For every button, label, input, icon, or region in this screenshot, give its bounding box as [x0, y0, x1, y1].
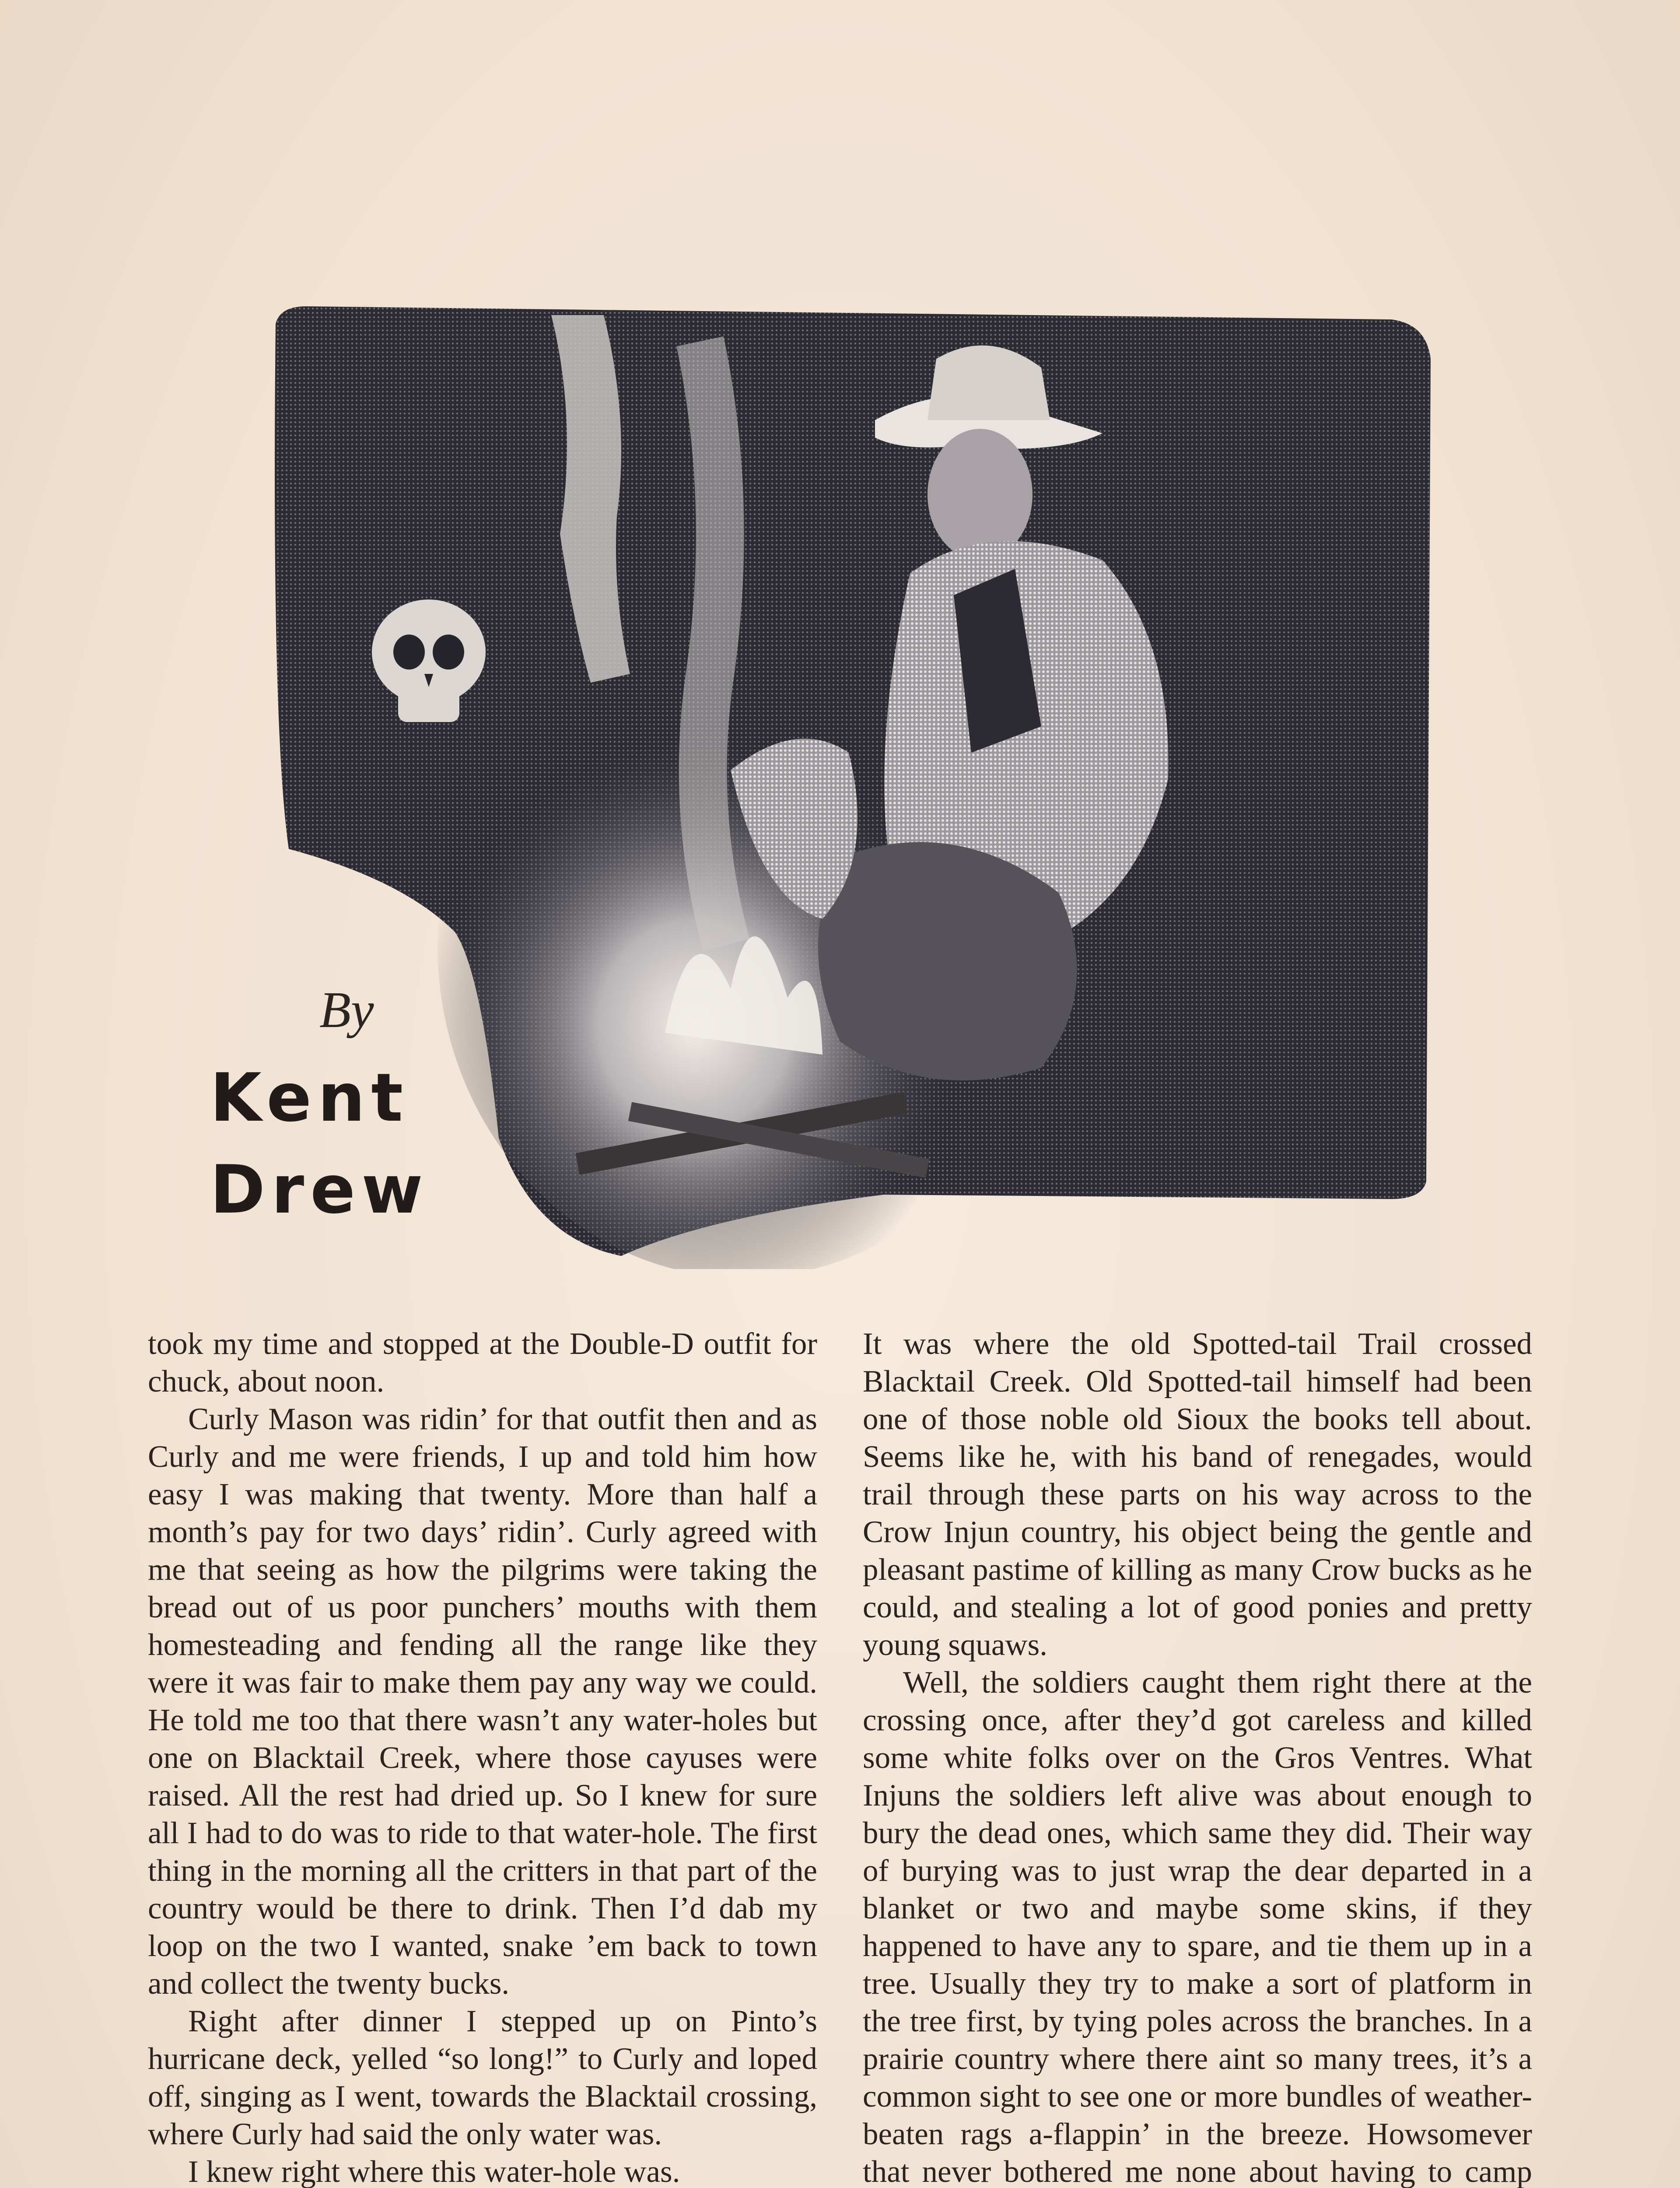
paragraph: I knew right where this water-hole was. [188, 2155, 680, 2188]
paragraph: took my time and stopped at the Double-D outfit for chuck, about noon. [148, 1327, 817, 1399]
author-last-name: Drew [210, 1151, 429, 1228]
right-column [863, 1325, 1532, 2188]
byline-by: By [319, 981, 374, 1038]
paragraph: It was where the old Spotted-tail Trail crossed Blacktail Creek. Old Spotted-tail himself had been one of those noble old Sioux the books tell about. Seems like he, with his band of renegades, would trail through these parts on his way across to the Crow Injun country, his object being the gentle and pleasant pastime of killing as many Crow bucks as he could, and stealing a lot of good ponies and pretty young squaws. [863, 1327, 1532, 1662]
author-first-name: Kent [210, 1059, 410, 1136]
campfire-illustration [271, 289, 1444, 1269]
paragraph: Right after dinner I stepped up on Pinto’s hurricane deck, yelled “so long!” to Curly and loped off, singing as I went, towards the Blacktail crossing, where Curly had said the only water was. [148, 2004, 817, 2151]
paragraph: Well, the soldiers caught them right there at the crossing once, after they’d got careless and killed some white folks over on the Gros Ventres. What Injuns the soldiers left alive was about enough to bury the dead ones, which same they did. Their way of burying was to just wrap the dear departed in a blanket or two and maybe some skins, if they happened to have any to spare, and tie them up in a tree. Usually they try to make a sort of platform in the tree first, by tying poles across the branches. In a prairie country where there aint so many trees, it’s a common sight to see one or more bundles of weather-beaten rags a-flappin’ in the breeze. Howsomever that never bothered me none about having to camp [863, 1666, 1532, 2188]
paragraph: Curly Mason was ridin’ for that outfit then and as Curly and me were friends, I up and told him how easy I was making that twenty. More than half a month’s pay for two days’ ridin’. Curly agreed with me that seeing as how the pilgrims were taking the bread out of us poor punchers’ mouths with them homesteading and fending all the range like they were it was fair to make them pay any way we could. He told me too that there wasn’t any water-holes but one on Blacktail Creek, where those cayuses were raised. All the rest had dried up. So I knew for sure all I had to do was to ride to that water-hole. The first thing in the morning all the critters in that part of the country would be there to drink. Then I’d dab my loop on the two I wanted, snake ’em back to town and collect the twenty bucks. [148, 1402, 817, 2001]
left-column [148, 1325, 817, 2188]
